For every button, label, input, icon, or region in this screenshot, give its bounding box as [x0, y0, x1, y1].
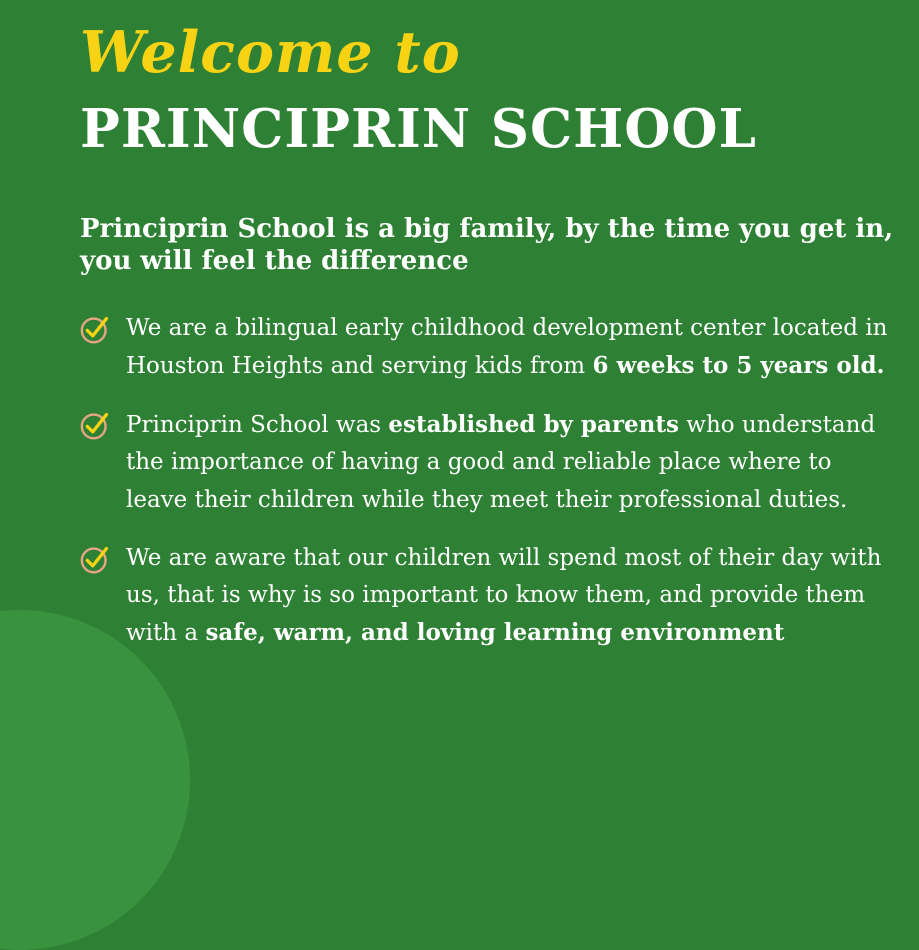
feature-text-segment: who understand the importance of having a good and reliable place where to leave their children while they meet their professional duties.	[126, 412, 876, 513]
list-item	[80, 310, 895, 386]
feature-text	[126, 406, 895, 519]
feature-text-segment-bold: established by parents	[388, 411, 679, 439]
feature-text-segment-bold: safe, warm, and loving learning environment	[205, 619, 785, 647]
welcome-script-heading: Welcome to	[80, 19, 461, 86]
feature-text-segment-bold: 6 weeks to 5 years old.	[592, 351, 885, 379]
list-item	[80, 540, 895, 653]
feature-text-segment: Principrin School was	[126, 412, 389, 439]
check-circle-icon	[80, 314, 111, 345]
feature-text	[126, 540, 895, 653]
school-name-heading: PRINCIPRIN SCHOOL	[80, 97, 757, 160]
feature-text-segment: We are aware that our children will spend most of their day with us, that is why is so important to know them, and provide them with a	[126, 544, 882, 647]
check-circle-icon	[80, 410, 111, 441]
check-circle-icon	[80, 544, 111, 575]
intro-subtitle-line-2: you will feel the difference	[80, 246, 469, 277]
feature-text	[126, 310, 895, 386]
intro-subtitle	[80, 213, 895, 277]
feature-text-segment: We are a bilingual early childhood development center located in Houston Heights and serving kids from	[126, 314, 888, 379]
hero-section	[80, 20, 895, 674]
feature-list	[80, 310, 895, 653]
intro-subtitle-line-1: Principrin School is a big family, by the time you get in,	[80, 214, 894, 245]
list-item	[80, 406, 895, 519]
